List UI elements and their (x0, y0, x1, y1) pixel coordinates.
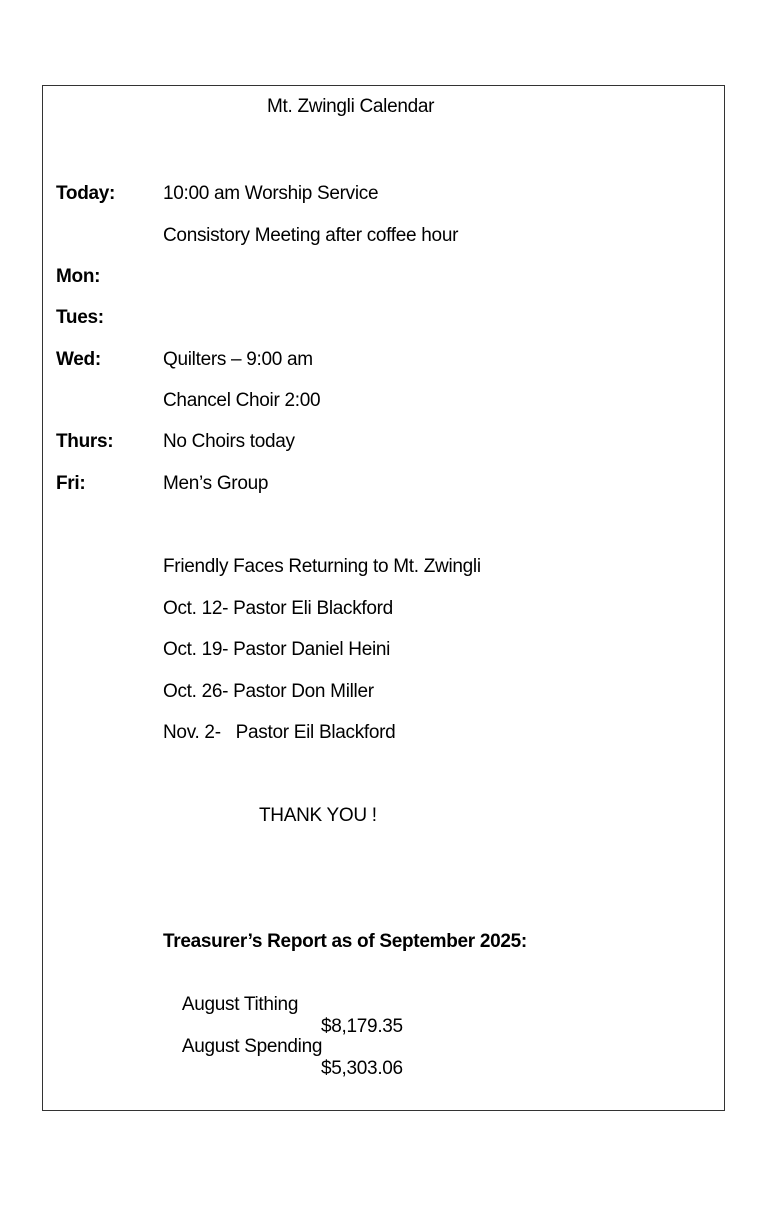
guest-item: Oct. 12- Pastor Eli Blackford (163, 598, 393, 619)
day-label-tues: Tues: (56, 307, 104, 328)
day-label-mon: Mon: (56, 266, 101, 287)
calendar-frame (42, 85, 725, 1111)
event-item: Consistory Meeting after coffee hour (163, 225, 459, 246)
day-label-today: Today: (56, 183, 116, 204)
day-label-wed: Wed: (56, 349, 101, 370)
event-item: 10:00 am Worship Service (163, 183, 379, 204)
treasurer-row-label: August Spending (181, 1036, 323, 1057)
treasurer-row-amount: $8,179.35 (321, 1016, 403, 1037)
thank-you-text: THANK YOU ! (259, 805, 377, 826)
calendar-title: Mt. Zwingli Calendar (267, 96, 435, 117)
event-item: No Choirs today (163, 431, 295, 452)
event-item: Quilters – 9:00 am (163, 349, 313, 370)
guest-item: Oct. 26- Pastor Don Miller (163, 681, 374, 702)
event-item: Men’s Group (163, 473, 269, 494)
treasurer-row-label: August Tithing (181, 994, 299, 1015)
guests-heading: Friendly Faces Returning to Mt. Zwingli (163, 556, 481, 577)
treasurer-heading: Treasurer’s Report as of September 2025: (163, 931, 527, 952)
guest-item: Nov. 2- Pastor Eil Blackford (163, 722, 396, 743)
event-item: Chancel Choir 2:00 (163, 390, 321, 411)
guest-item: Oct. 19- Pastor Daniel Heini (163, 639, 391, 660)
treasurer-row-amount: $5,303.06 (321, 1058, 403, 1079)
day-label-thurs: Thurs: (56, 431, 114, 452)
day-label-fri: Fri: (56, 473, 86, 494)
